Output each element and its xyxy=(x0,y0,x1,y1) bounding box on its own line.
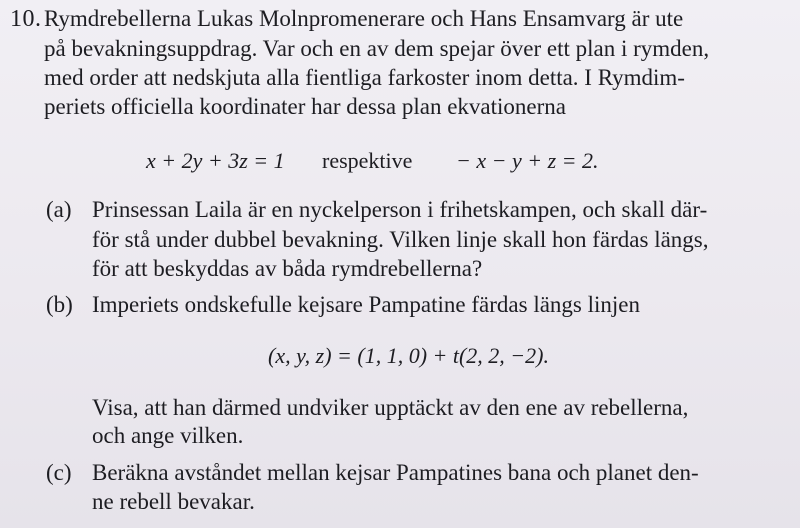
intro-line: med order att nedskjuta alla fientliga farkoster inom detta. I Rymdim- xyxy=(44,65,685,90)
part-a-line: för stå under dubbel bevakning. Vilken linje skall hon färdas längs, xyxy=(92,227,709,252)
problem-number: 10. xyxy=(10,6,42,32)
part-c-line: ne rebell bevakar. xyxy=(92,489,255,514)
part-b-after-line: och ange vilken. xyxy=(92,423,244,448)
line-equation: (x, y, z) = (1, 1, 0) + t(2, 2, −2). xyxy=(268,343,549,368)
part-a-line: Prinsessan Laila är en nyckelperson i frihetskampen, och skall där- xyxy=(92,197,708,222)
part-a-line: för att beskyddas av båda rymdrebellerna? xyxy=(92,256,483,281)
part-c-label: (c) xyxy=(46,460,72,485)
intro-line: periets officiella koordinater har dessa plan ekvationerna xyxy=(44,94,566,119)
part-b-line: Imperiets ondskefulle kejsare Pampatine färdas längs linjen xyxy=(92,292,640,317)
part-c-line: Beräkna avståndet mellan kejsar Pampatines bana och planet den- xyxy=(92,460,699,485)
plane-equation-1: x + 2y + 3z = 1 xyxy=(146,148,285,173)
part-b-after-line: Visa, att han därmed undviker upptäckt av den ene av rebellerna, xyxy=(92,395,689,420)
part-b-label: (b) xyxy=(46,292,73,317)
connector-word: respektive xyxy=(322,148,413,173)
plane-equation-2: − x − y + z = 2. xyxy=(456,148,599,173)
part-a-label: (a) xyxy=(46,197,72,222)
intro-line: på bevakningsuppdrag. Var och en av dem spejar över ett plan i rymden, xyxy=(44,36,710,61)
intro-line: Rymdrebellerna Lukas Molnpromenerare och Hans Ensamvarg är ute xyxy=(44,6,684,31)
